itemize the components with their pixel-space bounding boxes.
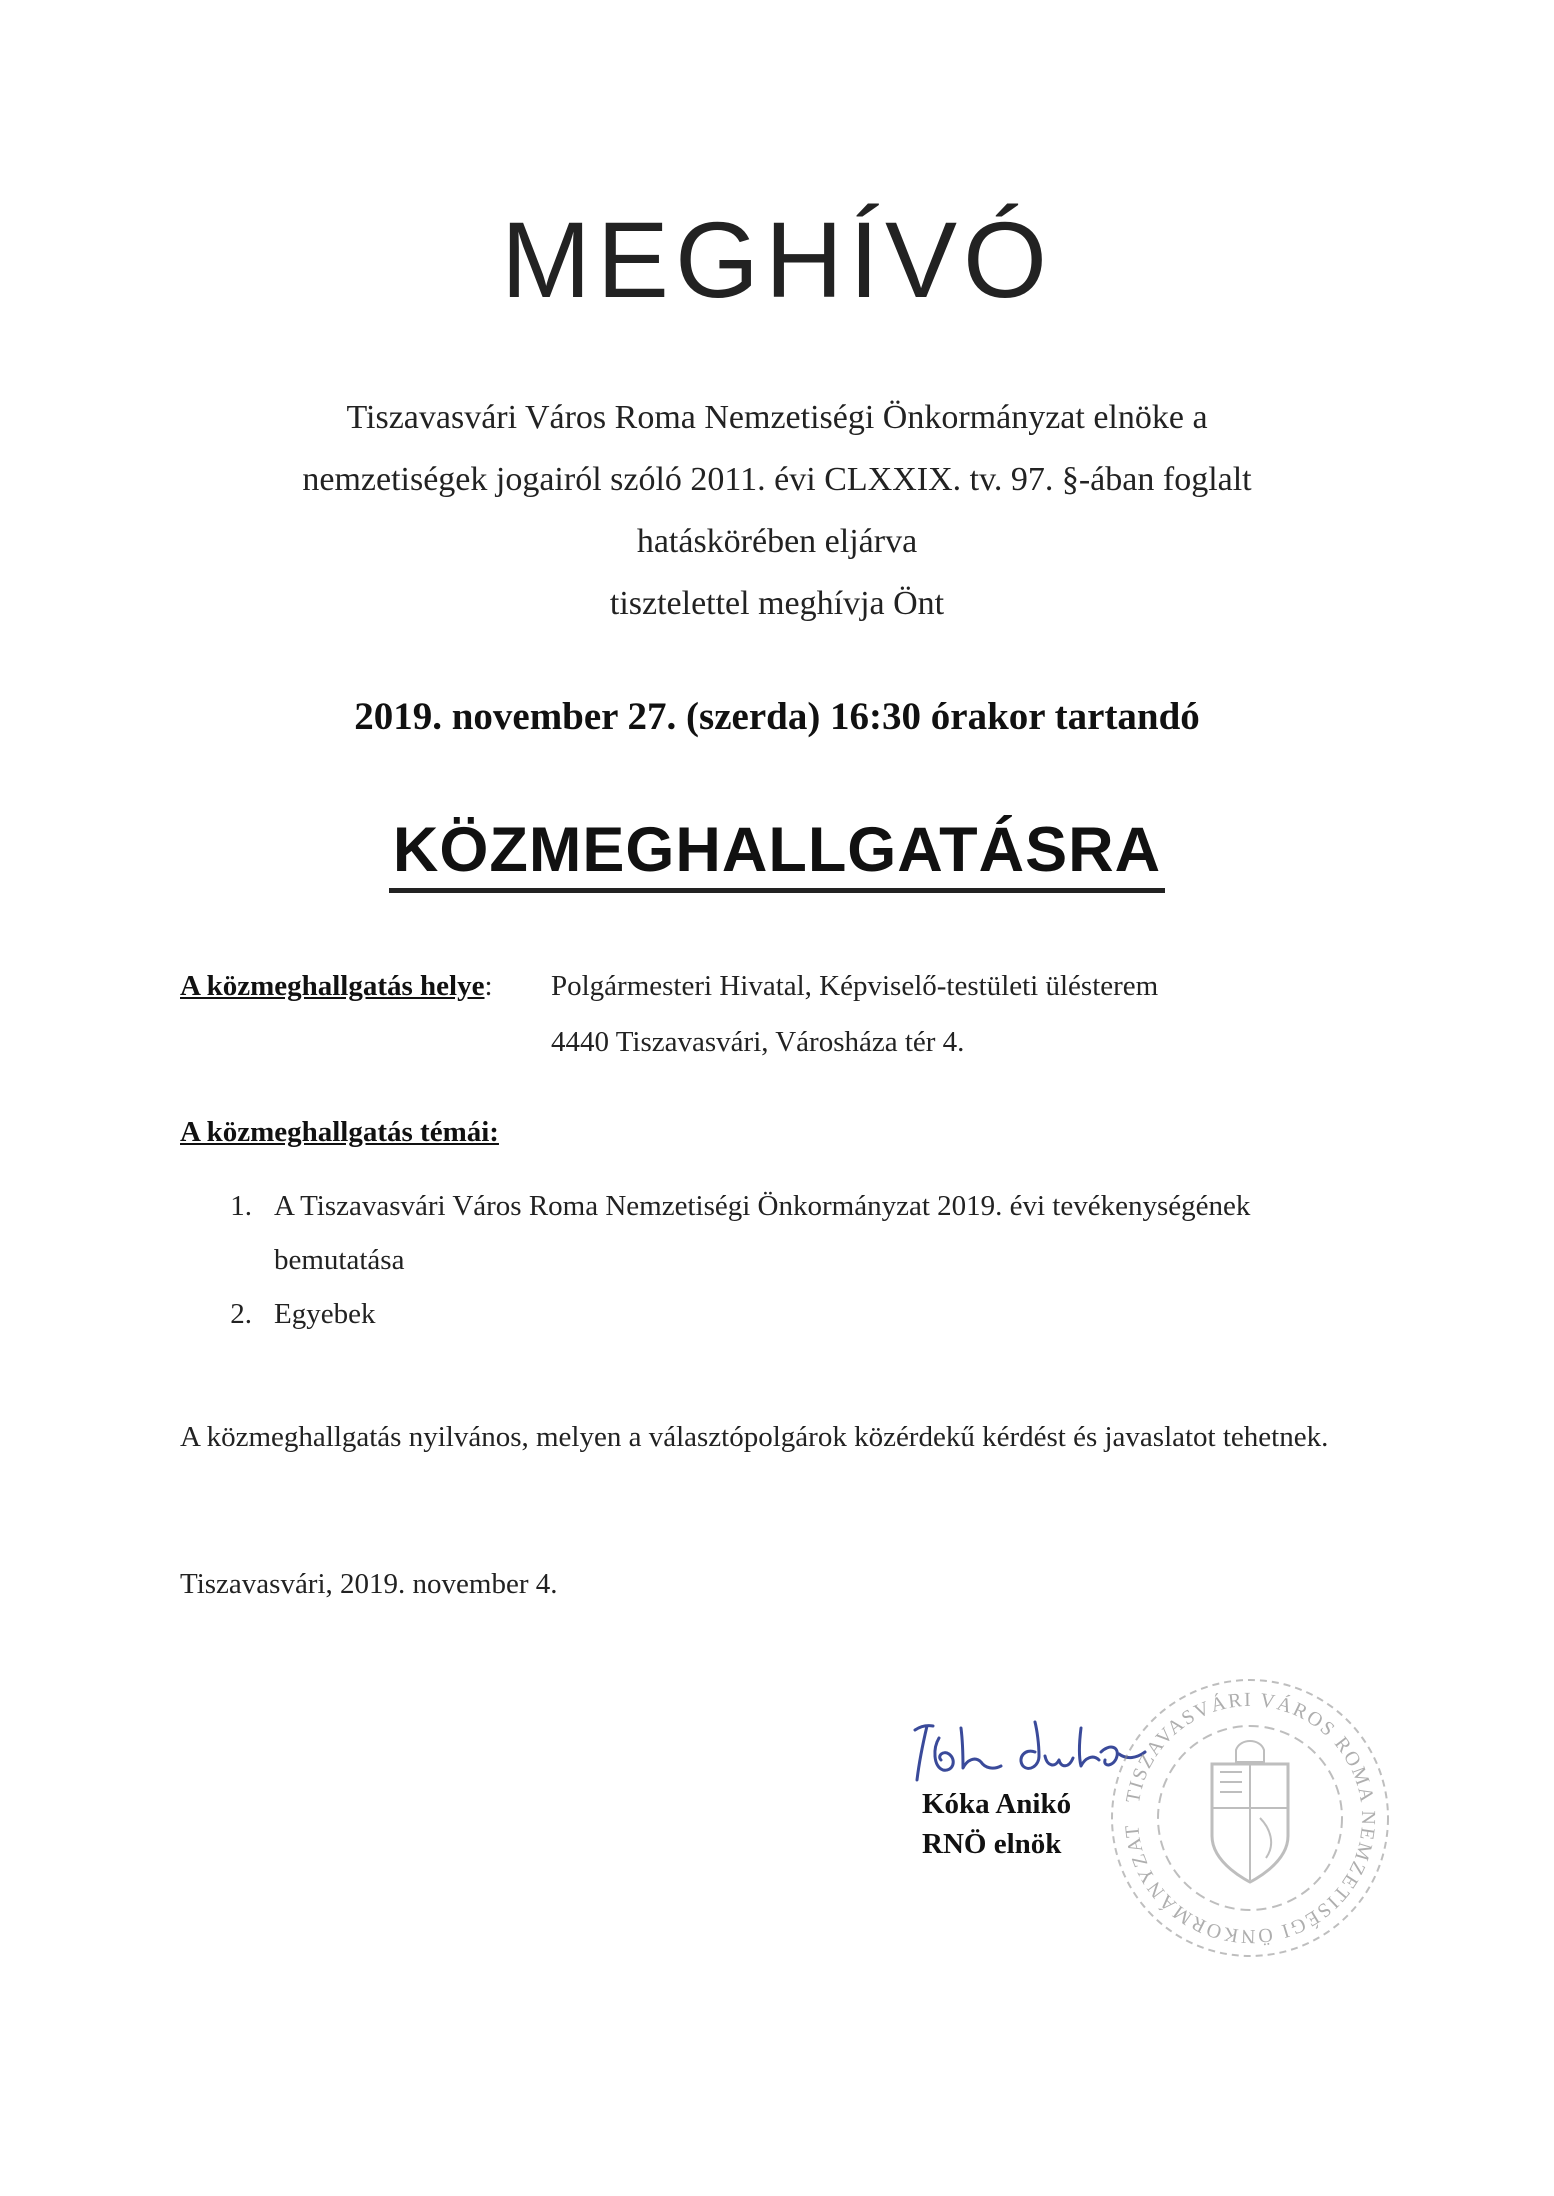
topics-label: A közmeghallgatás témái: [180,1116,499,1148]
place-date: Tiszavasvári, 2019. november 4. [180,1568,558,1600]
headline: KÖZMEGHALLGATÁSRA [389,814,1165,893]
intro-line-2: nemzetiségek jogairól szóló 2011. évi CLXXIX. tv. 97. §-ában foglalt [302,461,1252,498]
topic-1-number: 1. [230,1190,252,1222]
venue-line-2: 4440 Tiszavasvári, Városháza tér 4. [551,1026,965,1058]
event-datetime: 2019. november 27. (szerda) 16:30 órakor tartandó [354,695,1200,738]
topic-2-line-1: Egyebek [274,1298,376,1330]
topic-1-line-2: bemutatása [274,1244,405,1276]
venue-label-colon: : [484,970,493,1002]
stamp-text: TISZAVASVÁRI VÁROS ROMA NEMZETISÉGI ÖNKORMÁNYZAT [1120,1688,1380,1948]
official-stamp [1100,1668,1400,1968]
signatory-name: Kóka Anikó [922,1788,1072,1820]
signatory-role: RNÖ elnök [922,1828,1062,1860]
public-notice: A közmeghallgatás nyilvános, melyen a választópolgárok közérdekű kérdést és javaslatot tehetnek. [180,1421,1329,1453]
venue-line-1: Polgármesteri Hivatal, Képviselő-testületi ülésterem [551,970,1159,1002]
document-title: MEGHÍVÓ [500,199,1054,320]
intro-line-4: tisztelettel meghívja Önt [609,585,945,622]
topic-1-line-1: A Tiszavasvári Város Roma Nemzetiségi Önkormányzat 2019. évi tevékenységének [274,1190,1251,1222]
intro-line-3: hatáskörében eljárva [636,523,918,560]
venue-label: A közmeghallgatás helye [180,970,485,1002]
topic-2-number: 2. [230,1298,252,1330]
venue-label-wrap [180,968,493,1004]
intro-line-1: Tiszavasvári Város Roma Nemzetiségi Önkormányzat elnöke a [346,399,1208,436]
headline-wrapper [0,814,1554,893]
